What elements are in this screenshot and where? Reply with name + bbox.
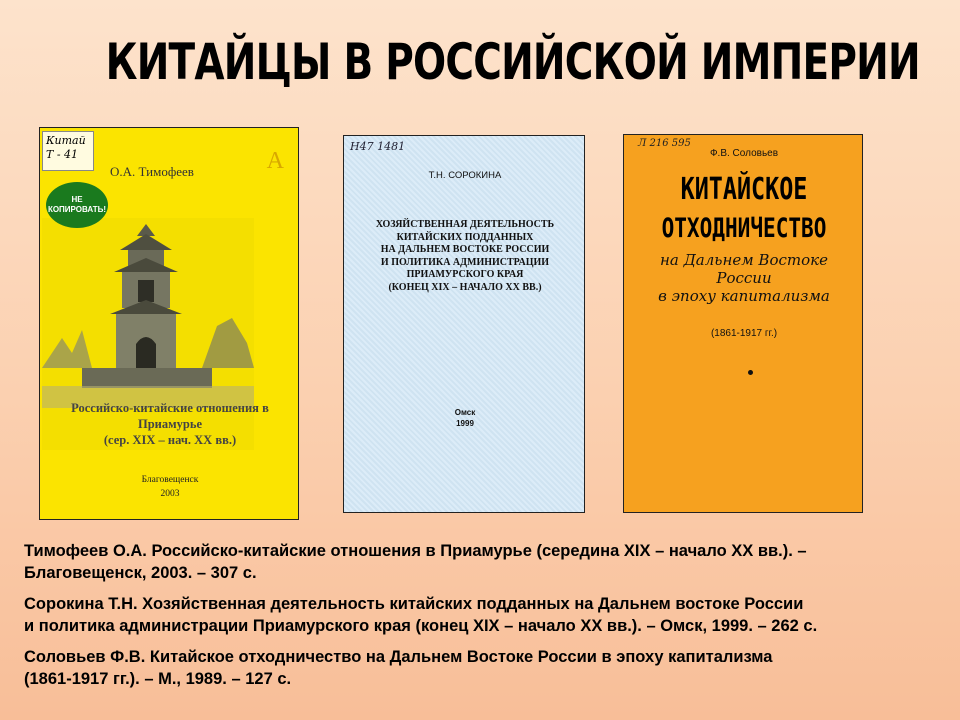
reference-line: (1861-1917 гг.). – М., 1989. – 127 с. (24, 670, 292, 688)
call-number-label (42, 131, 94, 171)
book-city: Омск (454, 408, 476, 417)
stamp-text: НЕ (71, 195, 83, 204)
call-number-line: Китай (46, 134, 86, 147)
book-title-line: ХОЗЯЙСТВЕННАЯ ДЕЯТЕЛЬНОСТЬ (375, 219, 555, 230)
book-dates: (1861-1917 гг.) (710, 328, 778, 339)
reference-line: и политика администрации Приамурского края (конец XIX – начало XX вв.). – Омск, 1999. – 262 с. (24, 617, 818, 635)
book-title-line: ОТХОДНИЧЕСТВО (661, 213, 827, 244)
book-author: Т.Н. СОРОКИНА (428, 170, 502, 181)
book-title-line: КИТАЙСКИХ ПОДДАННЫХ (396, 231, 534, 243)
book-title-line: КИТАЙСКОЕ (680, 172, 808, 207)
book-author: О.А. Тимофеев (110, 164, 194, 179)
do-not-copy-stamp (46, 182, 108, 228)
book-cover-sorokina (343, 135, 585, 513)
book-city: Благовещенск (141, 475, 199, 485)
book-cover-solovyev (623, 134, 863, 513)
book-title-line: Российско-китайские отношения в (71, 401, 269, 415)
book-title (40, 400, 299, 448)
book-title-line: в эпоху капитализма (658, 287, 830, 305)
reference-item (24, 646, 944, 690)
book-title-line: (сер. XIX – нач. XX вв.) (103, 433, 237, 447)
book-author: Ф.В. Соловьев (709, 148, 779, 159)
grade-mark: А (266, 148, 284, 174)
decorative-dot (748, 370, 753, 375)
call-number-label: Л 216 595 (638, 138, 691, 149)
book-title-line: (КОНЕЦ XIX – НАЧАЛО XX ВВ.) (388, 281, 542, 293)
book-title-line: на Дальнем Востоке (660, 251, 828, 269)
reference-item (24, 540, 944, 584)
book-subtitle (638, 251, 850, 305)
book-title-line: И ПОЛИТИКА АДМИНИСТРАЦИИ (380, 256, 550, 268)
book-title-line: России (716, 269, 772, 287)
book-cover-timofeev (39, 127, 299, 520)
book-title-line: ПРИАМУРСКОГО КРАЯ (406, 269, 524, 280)
references-list (24, 540, 944, 699)
reference-item (24, 593, 944, 637)
book-year: 2003 (160, 489, 180, 499)
reference-line: Соловьев Ф.В. Китайское отходничество на Дальнем Востоке России в эпоху капитализма (24, 648, 773, 666)
book-title-line: Приамурье (137, 417, 202, 431)
book-year: 1999 (456, 419, 474, 428)
book-title (356, 219, 574, 294)
slide-title: КИТАЙЦЫ В РОССИЙСКОЙ ИМПЕРИИ (105, 33, 920, 91)
call-number-label: Н47 1481 (350, 140, 406, 153)
stamp-text: КОПИРОВАТЬ! (47, 205, 107, 214)
reference-line: Благовещенск, 2003. – 307 с. (24, 564, 257, 582)
reference-line: Сорокина Т.Н. Хозяйственная деятельность китайских подданных на Дальнем востоке России (24, 595, 804, 613)
book-title-line: НА ДАЛЬНЕМ ВОСТОКЕ РОССИИ (380, 244, 550, 255)
call-number-line: Т - 41 (46, 148, 79, 161)
reference-line: Тимофеев О.А. Российско-китайские отношения в Приамурье (середина XIX – начало XX вв.). – (24, 542, 807, 560)
